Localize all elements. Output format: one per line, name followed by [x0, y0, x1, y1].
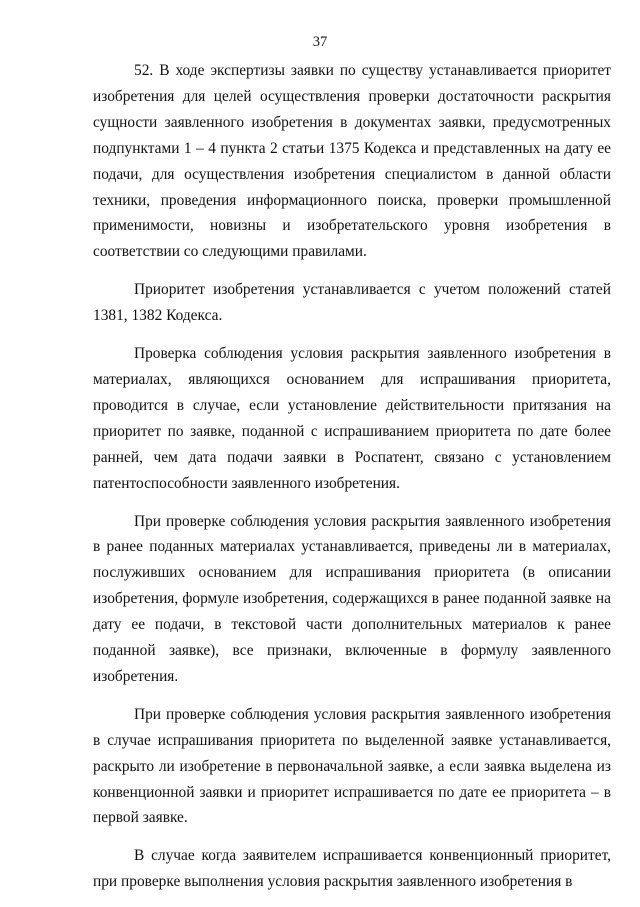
paragraph-priority-establishment: 52. В ходе экспертизы заявки по существу устанавливается приоритет изобретения для целей осуществления проверки достаточности раскрытия сущности заявленного изобретения в документах заявки, предусмотренных подпунктами 1 – 4 пункта 2 статьи 1375 Кодекса и представленных на дату ее подачи, для осуществления изобретения специалистом в данной области техники, проведения информационного поиска, проверки промышленной применимости, новизны и изобретательского уровня изобретения в соответствии со следующими правилами. — [93, 62, 611, 261]
paragraph-disclosure-check: Проверка соблюдения условия раскрытия заявленного изобретения в материалах, являющихся основанием для испрашивания приоритета, проводится в случае, если установление действительности притязания на приоритет по заявке, поданной с испрашиванием приоритета по дате более ранней, чем дата подачи заявки в Роспатент, связано с установлением патентоспособности заявленного изобретения. — [93, 345, 611, 492]
document-body — [93, 58, 611, 907]
paragraph-priority-articles: Приоритет изобретения устанавливается с учетом положений статей 1381, 1382 Кодекса. — [93, 281, 611, 325]
paragraph-convention-priority: В случае когда заявителем испрашивается конвенционный приоритет, при проверке выполнения условия раскрытия заявленного изобретения в — [93, 847, 611, 891]
page-number: 37 — [312, 34, 328, 50]
paragraph-earlier-materials: При проверке соблюдения условия раскрытия заявленного изобретения в ранее поданных материалах устанавливается, приведены ли в материалах, послуживших основанием для испрашивания приоритета (в описании изобретения, формуле изобретения, содержащихся в ранее поданной заявке на дату ее подачи, в текстовой части дополнительных материалов к ранее поданной заявке), все признаки, включенные в формулу заявленного изобретения. — [93, 512, 611, 685]
paragraph-divisional-application: При проверке соблюдения условия раскрытия заявленного изобретения в случае испрашивания приоритета по выделенной заявке устанавливается, раскрыто ли изобретение в первоначальной заявке, а если заявка выделена из конвенционной заявки и приоритет испрашивается по дате ее приоритета – в первой заявке. — [93, 705, 611, 827]
